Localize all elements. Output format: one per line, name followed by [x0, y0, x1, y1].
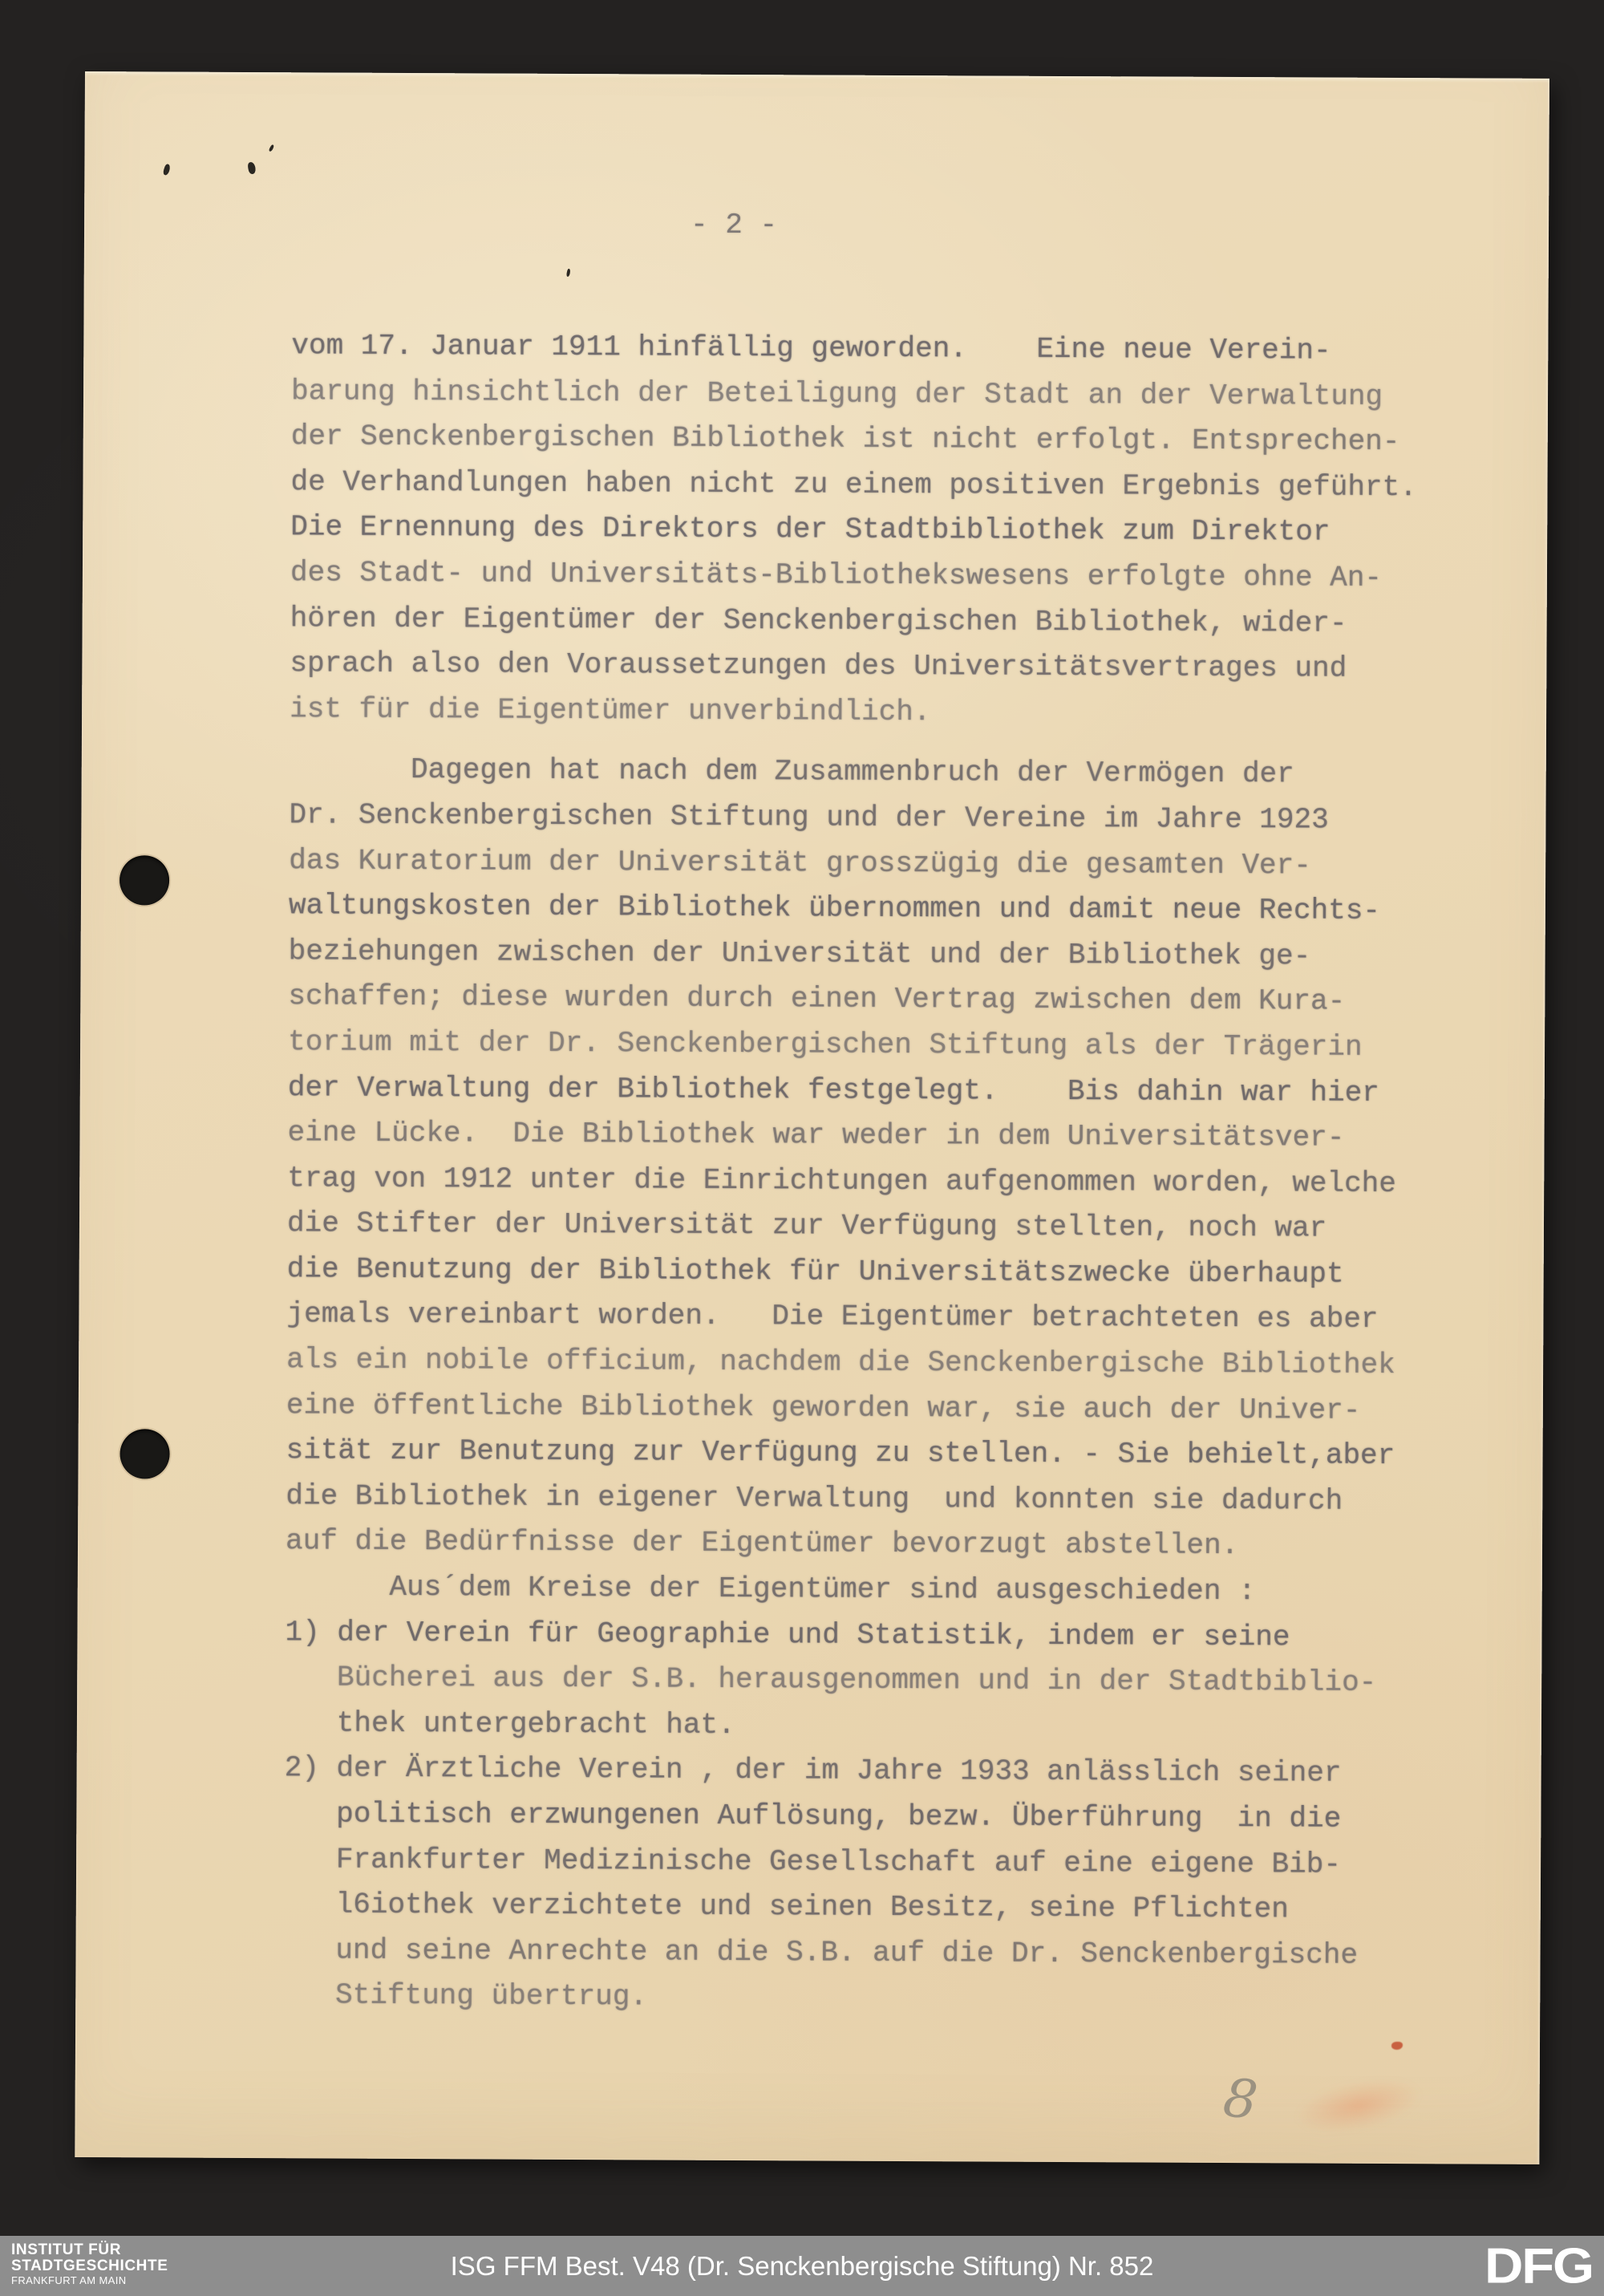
orange-smudge	[1290, 2069, 1426, 2142]
text-line: ist für die Eigentümer unverbindlich.	[290, 692, 931, 728]
text-line: schaffen; diese wurden durch einen Vertrag zwischen dem Kura-	[288, 980, 1346, 1019]
text-line: eine öffentliche Bibliothek geworden war, sie auch der Univer-	[286, 1388, 1361, 1427]
text-line: hören der Eigentümer der Senckenbergischen Bibliothek, wider-	[290, 601, 1347, 640]
text-line: Aus´dem Kreise der Eigentümer sind ausgeschieden :	[285, 1570, 1256, 1608]
text-line: Stiftung übertrug.	[283, 1978, 648, 2014]
text-line: die Bibliothek in eigener Verwaltung und konnten sie dadurch	[286, 1479, 1343, 1518]
dfg-logo: DFG	[1485, 2238, 1593, 2294]
text-line: Die Ernennung des Direktors der Stadtbibliothek zum Direktor	[290, 510, 1331, 549]
text-line: Dr. Senckenbergischen Stiftung und der Vereine im Jahre 1923	[289, 798, 1329, 837]
text-line: thek untergebracht hat.	[284, 1706, 735, 1742]
text-line: sität zur Benutzung zur Verfügung zu stellen. - Sie behielt,aber	[286, 1434, 1395, 1473]
text-line: 2) der Ärztliche Verein , der im Jahre 1933 anlässlich seiner	[284, 1751, 1342, 1791]
text-line: sprach also den Voraussetzungen des Universitätsvertrages und	[290, 647, 1347, 685]
institution-line: STADTGESCHICHTE	[11, 2257, 168, 2274]
institution-line: INSTITUT FÜR	[11, 2241, 122, 2258]
text-line: politisch erzwungenen Auflösung, bezw. Überführung in die	[284, 1797, 1342, 1836]
text-line: das Kuratorium der Universität grosszügig die gesamten Ver-	[289, 843, 1311, 882]
ink-speck	[162, 164, 171, 176]
hole-punch-bottom	[119, 1429, 169, 1479]
ink-speck	[247, 161, 256, 174]
text-line: l6iothek verzichtete und seinen Besitz, seine Pflichten	[283, 1888, 1289, 1926]
text-line: des Stadt- und Universitäts-Bibliothekswesens erfolgte ohne An-	[290, 556, 1383, 594]
text-line: als ein nobile officium, nachdem die Senckenbergische Bibliothek	[286, 1343, 1395, 1382]
text-line: waltungskosten der Bibliothek übernommen und damit neue Rechts-	[288, 889, 1381, 928]
text-line: und seine Anrechte an die S.B. auf die Dr. Senckenbergische	[283, 1933, 1359, 1972]
ink-speck	[269, 144, 275, 152]
page-number: - 2 -	[690, 208, 778, 242]
text-line: der Verwaltung der Bibliothek festgelegt. Bis dahin war hier	[287, 1070, 1379, 1109]
text-line: barung hinsichtlich der Beteiligung der Stadt an der Verwaltung	[290, 374, 1383, 413]
institution-label	[11, 2242, 168, 2287]
red-fleck	[1391, 2042, 1403, 2050]
text-line: vom 17. Januar 1911 hinfällig geworden. Eine neue Verein-	[291, 329, 1331, 367]
text-line: auf die Bedürfnisse der Eigentümer bevorzugt abstellen.	[285, 1524, 1239, 1563]
archive-reference: ISG FFM Best. V48 (Dr. Senckenbergische Stiftung) Nr. 852	[450, 2250, 1154, 2281]
institution-line: FRANKFURT AM MAIN	[11, 2274, 127, 2286]
archive-footer-bar	[0, 2236, 1604, 2296]
handwritten-page-mark: 8	[1220, 2067, 1261, 2132]
text-line: der Senckenbergischen Bibliothek ist nicht erfolgt. Entsprechen-	[290, 420, 1400, 459]
text-line: eine Lücke. Die Bibliothek war weder in dem Universitätsver-	[287, 1116, 1345, 1154]
text-line: jemals vereinbart worden. Die Eigentümer betrachteten es aber	[286, 1297, 1379, 1337]
text-line: Frankfurter Medizinische Gesellschaft auf eine eigene Bib-	[284, 1842, 1342, 1881]
text-line: torium mit der Dr. Senckenbergischen Stiftung als der Trägerin	[287, 1025, 1363, 1064]
document-page	[75, 71, 1549, 2164]
text-line: trag von 1912 unter die Einrichtungen aufgenommen worden, welche	[287, 1161, 1396, 1200]
text-line: beziehungen zwischen der Universität und der Bibliothek ge-	[288, 934, 1311, 973]
hole-punch-top	[119, 855, 169, 905]
text-line: die Stifter der Universität zur Verfügung stellten, noch war	[286, 1207, 1327, 1245]
text-line: de Verhandlungen haben nicht zu einem positiven Ergebnis geführt.	[290, 465, 1417, 504]
typewritten-text	[283, 323, 1430, 2024]
text-line: Dagegen hat nach dem Zusammenbruch der Vermögen der	[289, 752, 1294, 791]
text-line: Bücherei aus der S.B. herausgenommen und in der Stadtbiblio-	[285, 1661, 1377, 1700]
ink-speck	[566, 269, 571, 278]
text-line: die Benutzung der Bibliothek für Universitätszwecke überhaupt	[286, 1252, 1344, 1291]
text-line: 1) der Verein für Geographie und Statistik, indem er seine	[285, 1615, 1290, 1653]
